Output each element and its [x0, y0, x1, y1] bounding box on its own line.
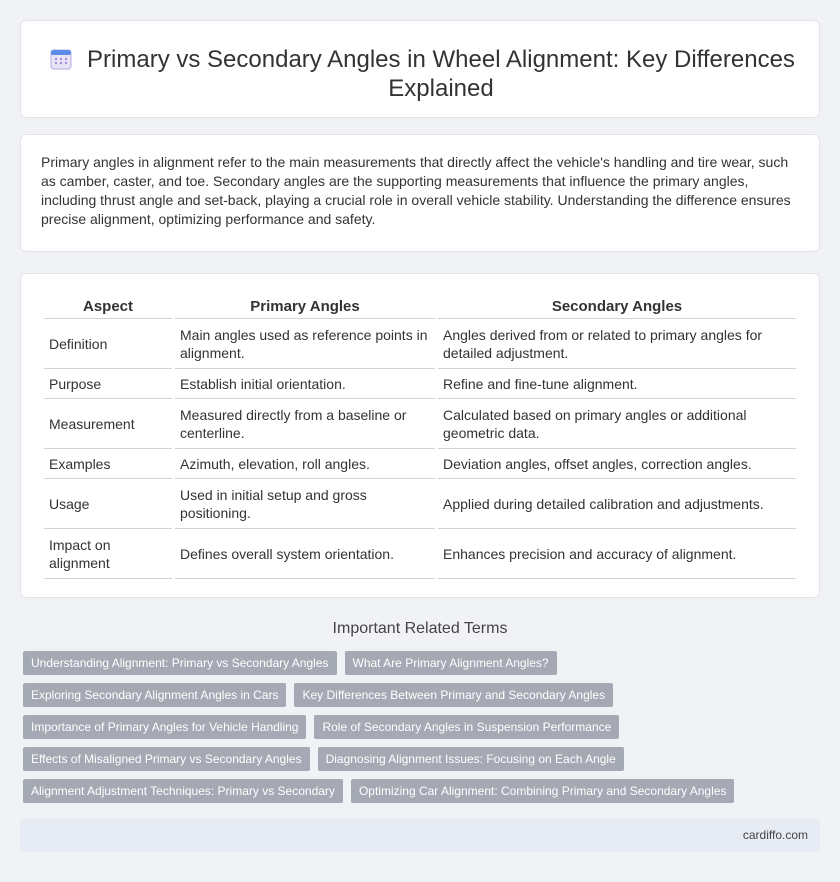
table-row — [44, 529, 796, 579]
page-title: Primary vs Secondary Angles in Wheel Alignment: Key Differences Explained — [87, 46, 795, 102]
cell-aspect: Usage — [44, 479, 172, 529]
cell-primary: Used in initial setup and gross positioning. — [175, 479, 435, 529]
related-terms-list — [23, 651, 823, 811]
cell-primary: Main angles used as reference points in alignment. — [175, 319, 435, 369]
footer — [20, 818, 820, 852]
table-row — [44, 319, 796, 369]
cell-secondary: Deviation angles, offset angles, correction angles. — [438, 449, 796, 479]
tag-row — [23, 715, 823, 747]
related-term-tag[interactable]: Role of Secondary Angles in Suspension Performance — [314, 715, 619, 739]
cell-aspect: Definition — [44, 319, 172, 369]
cell-secondary: Enhances precision and accuracy of alignment. — [438, 529, 796, 579]
related-term-tag[interactable]: Exploring Secondary Alignment Angles in Cars — [23, 683, 286, 707]
calendar-icon — [49, 47, 73, 71]
title-card — [20, 20, 820, 118]
footer-site-link[interactable]: cardiffo.com — [742, 828, 808, 842]
table-row — [44, 479, 796, 529]
related-term-tag[interactable]: Key Differences Between Primary and Secondary Angles — [294, 683, 613, 707]
table-row — [44, 449, 796, 479]
cell-primary: Azimuth, elevation, roll angles. — [175, 449, 435, 479]
comparison-card — [20, 273, 820, 598]
intro-card — [20, 134, 820, 252]
related-term-tag[interactable]: Understanding Alignment: Primary vs Secondary Angles — [23, 651, 337, 675]
cell-primary: Measured directly from a baseline or centerline. — [175, 399, 435, 449]
cell-secondary: Refine and fine-tune alignment. — [438, 369, 796, 399]
tag-row — [23, 683, 823, 715]
related-term-tag[interactable]: Effects of Misaligned Primary vs Secondary Angles — [23, 747, 310, 771]
header-secondary: Secondary Angles — [438, 296, 796, 319]
cell-secondary: Applied during detailed calibration and adjustments. — [438, 479, 796, 529]
title-wrap — [21, 41, 821, 103]
table-header-row — [44, 296, 796, 319]
cell-aspect: Measurement — [44, 399, 172, 449]
cell-aspect: Impact on alignment — [44, 529, 172, 579]
tag-row — [23, 747, 823, 779]
cell-primary: Establish initial orientation. — [175, 369, 435, 399]
related-term-tag[interactable]: Alignment Adjustment Techniques: Primary vs Secondary — [23, 779, 343, 803]
related-terms-heading: Important Related Terms — [332, 620, 508, 637]
header-aspect: Aspect — [44, 296, 172, 319]
cell-secondary: Calculated based on primary angles or additional geometric data. — [438, 399, 796, 449]
header-primary: Primary Angles — [175, 296, 435, 319]
related-term-tag[interactable]: Importance of Primary Angles for Vehicle Handling — [23, 715, 306, 739]
tag-row — [23, 651, 823, 683]
table-row — [44, 369, 796, 399]
cell-primary: Defines overall system orientation. — [175, 529, 435, 579]
table-row — [44, 399, 796, 449]
cell-secondary: Angles derived from or related to primary angles for detailed adjustment. — [438, 319, 796, 369]
comparison-table — [41, 296, 799, 579]
intro-paragraph: Primary angles in alignment refer to the main measurements that directly affect the vehicle's handling and tire wear, such as camber, caster, and toe. Secondary angles are the supporting measurements that influence the primary angles, including thrust angle and set-back, playing a crucial role in overall vehicle stability. Understanding the difference ensures precise alignment, optimizing performance and safety. — [41, 154, 791, 227]
cell-aspect: Purpose — [44, 369, 172, 399]
related-term-tag[interactable]: Diagnosing Alignment Issues: Focusing on Each Angle — [318, 747, 624, 771]
tag-row — [23, 779, 823, 811]
related-term-tag[interactable]: What Are Primary Alignment Angles? — [345, 651, 557, 675]
related-term-tag[interactable]: Optimizing Car Alignment: Combining Primary and Secondary Angles — [351, 779, 735, 803]
cell-aspect: Examples — [44, 449, 172, 479]
